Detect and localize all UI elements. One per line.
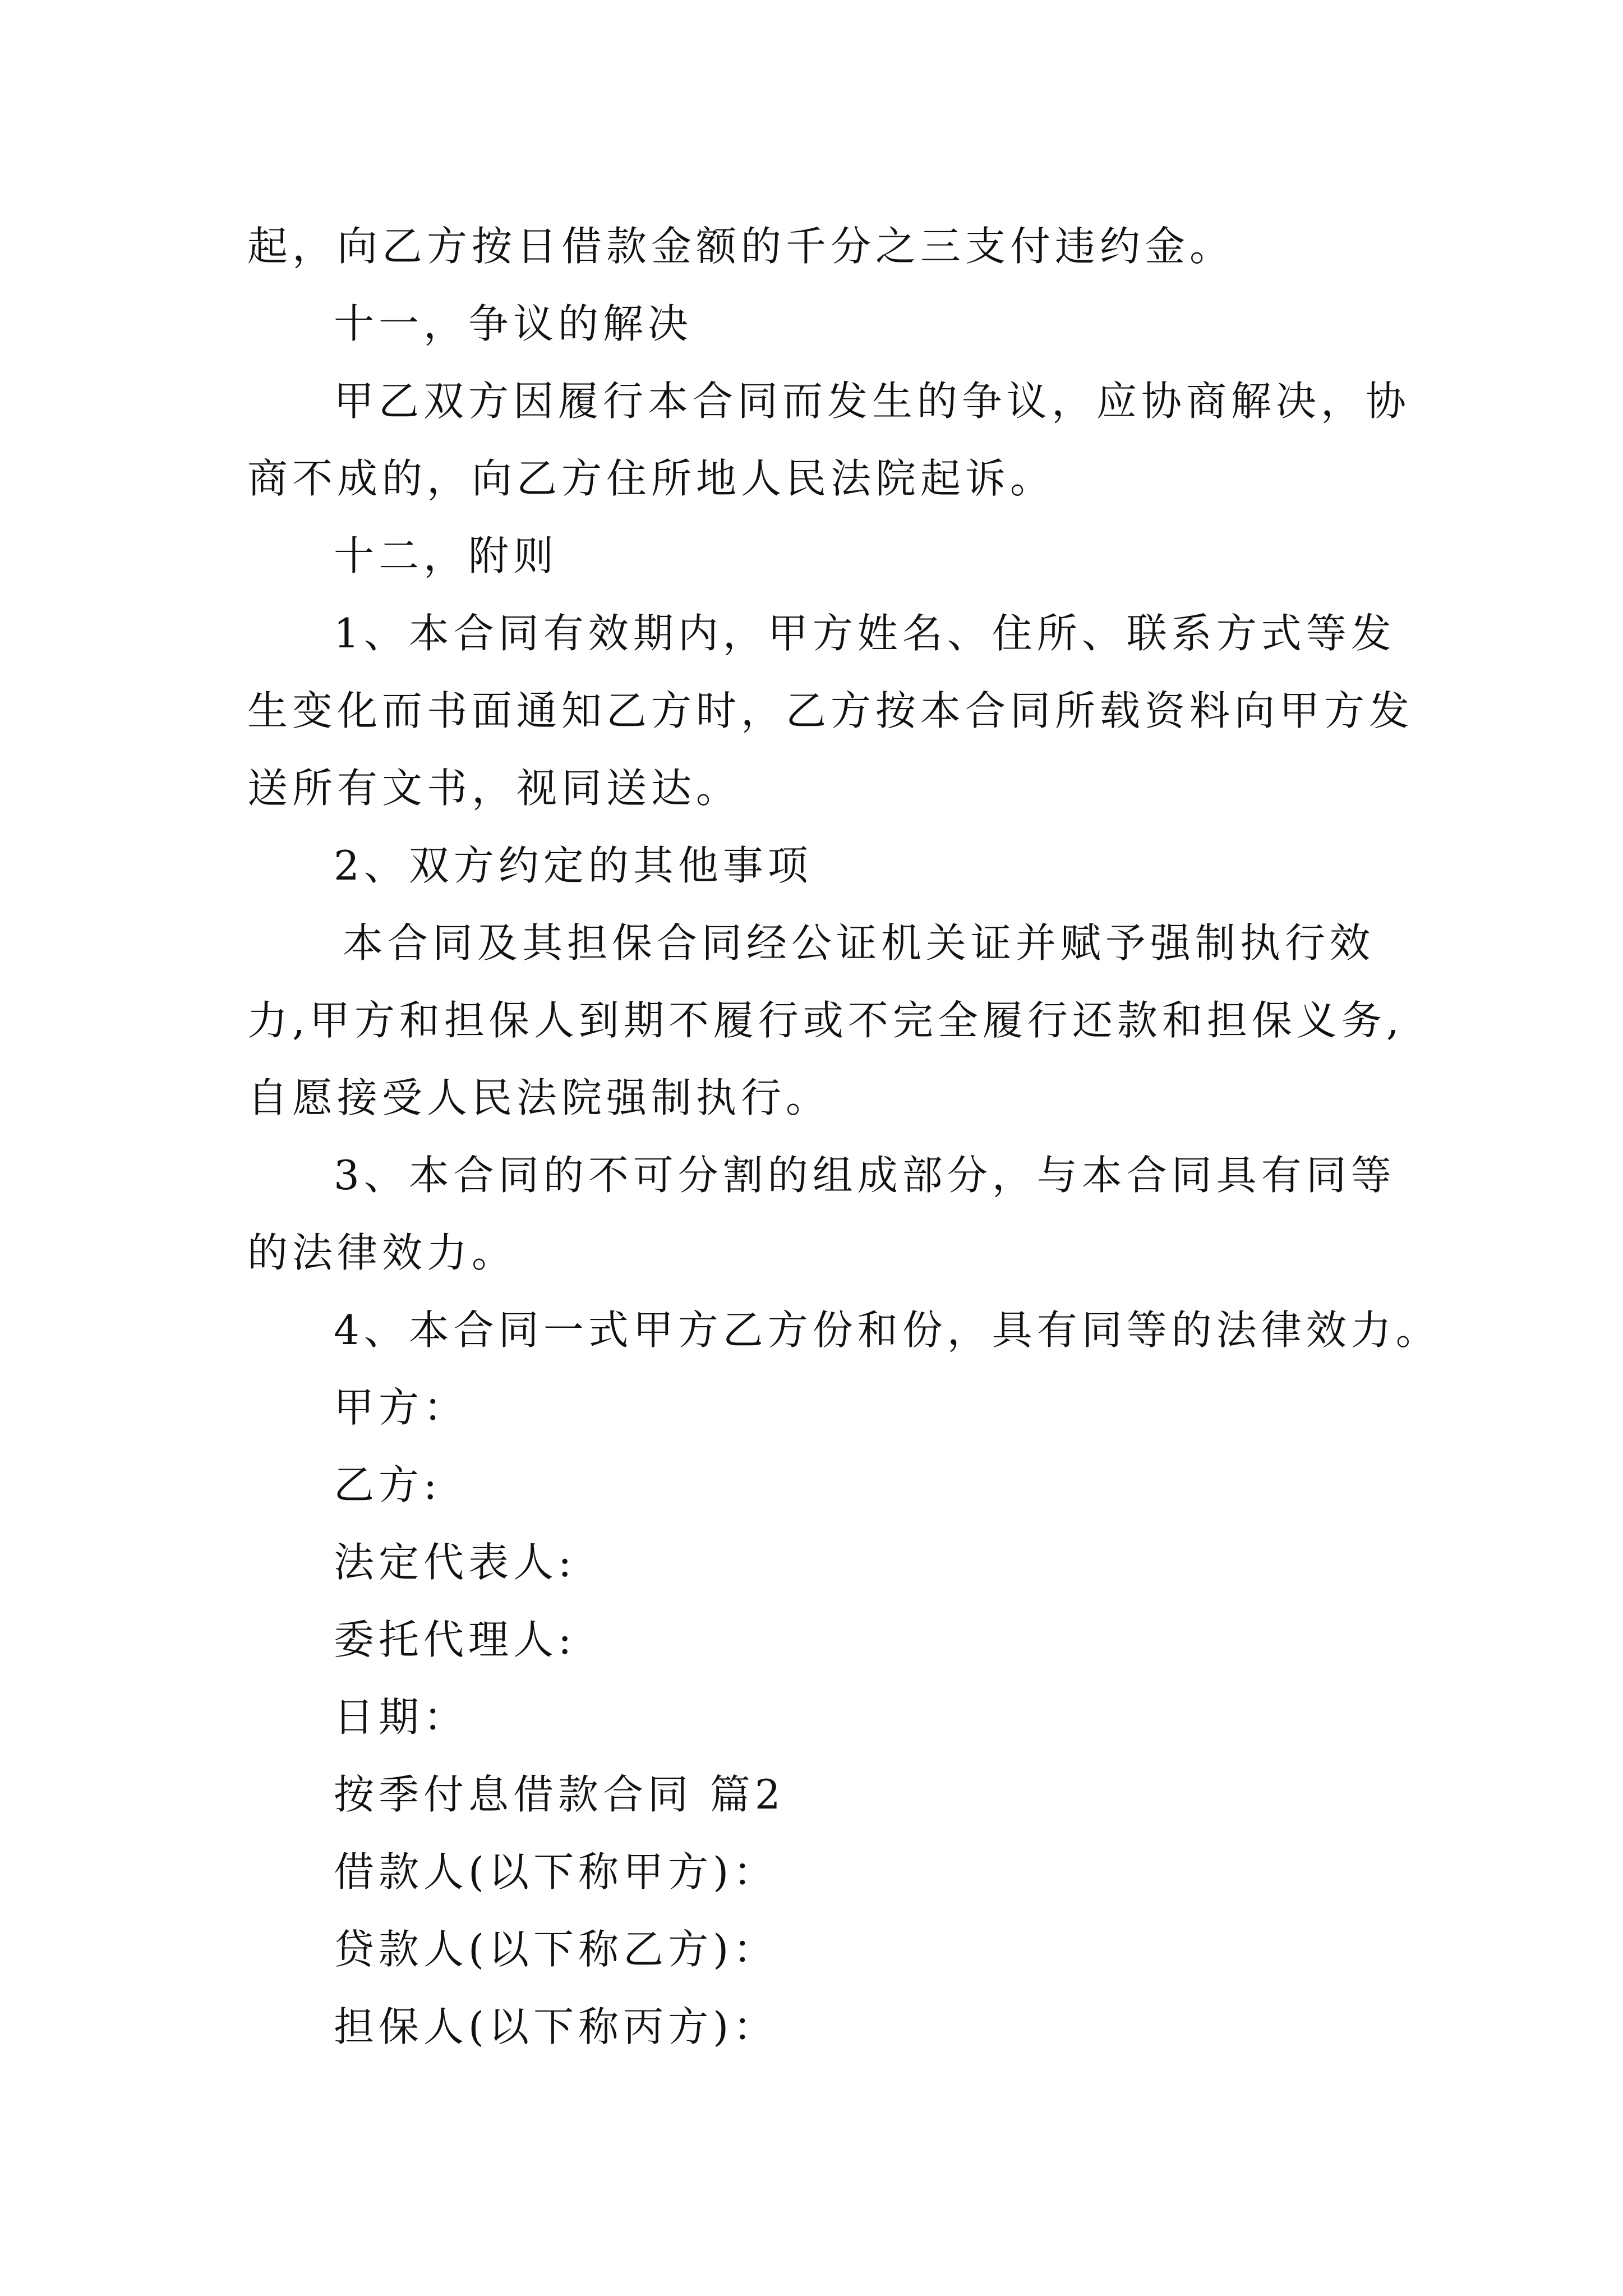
contract-title-part2: 按季付息借款合同 篇2 xyxy=(334,1771,785,1818)
text-line: 本合同及其担保合同经公证机关证并赋予强制执行效 xyxy=(343,919,1375,967)
text-line: 送所有文书，视同送达。 xyxy=(247,765,741,812)
signature-date: 日期： xyxy=(334,1694,469,1741)
text-line: 1、本合同有效期内，甲方姓名、住所、联系方式等发 xyxy=(334,610,1396,657)
signature-agent: 委托代理人: xyxy=(334,1616,577,1663)
text-line: 3、本合同的不可分割的组成部分，与本合同具有同等 xyxy=(334,1152,1396,1199)
text-line: 商不成的，向乙方住所地人民法院起诉。 xyxy=(247,455,1055,502)
text-line: 生变化而书面通知乙方时，乙方按本合同所载资料向甲方发 xyxy=(247,687,1414,734)
document-body xyxy=(247,208,1441,2065)
lender-line: 贷款人(以下称乙方)： xyxy=(334,1926,778,1973)
signature-legal-rep: 法定代表人: xyxy=(334,1539,577,1586)
section-heading-supplementary: 十二，附则 xyxy=(334,532,559,579)
text-line: 的法律效力。 xyxy=(247,1229,517,1276)
text-line: 力,甲方和担保人到期不履行或不完全履行还款和担保义务, xyxy=(247,997,1404,1044)
borrower-line: 借款人(以下称甲方)： xyxy=(334,1848,778,1895)
text-line: 自愿接受人民法院强制执行。 xyxy=(247,1074,831,1121)
signature-party-b: 乙方: xyxy=(334,1461,442,1508)
text-line: 2、双方约定的其他事项 xyxy=(334,842,813,889)
guarantor-line: 担保人(以下称丙方)： xyxy=(334,2003,778,2050)
text-line: 起，向乙方按日借款金额的千分之三支付违约金。 xyxy=(247,223,1235,270)
text-line: 甲乙双方因履行本合同而发生的争议，应协商解决，协 xyxy=(334,378,1411,425)
text-line: 4、本合同一式甲方乙方份和份，具有同等的法律效力。 xyxy=(334,1306,1441,1354)
section-heading-dispute: 十一，争议的解决 xyxy=(334,300,693,347)
signature-party-a: 甲方： xyxy=(334,1384,469,1431)
